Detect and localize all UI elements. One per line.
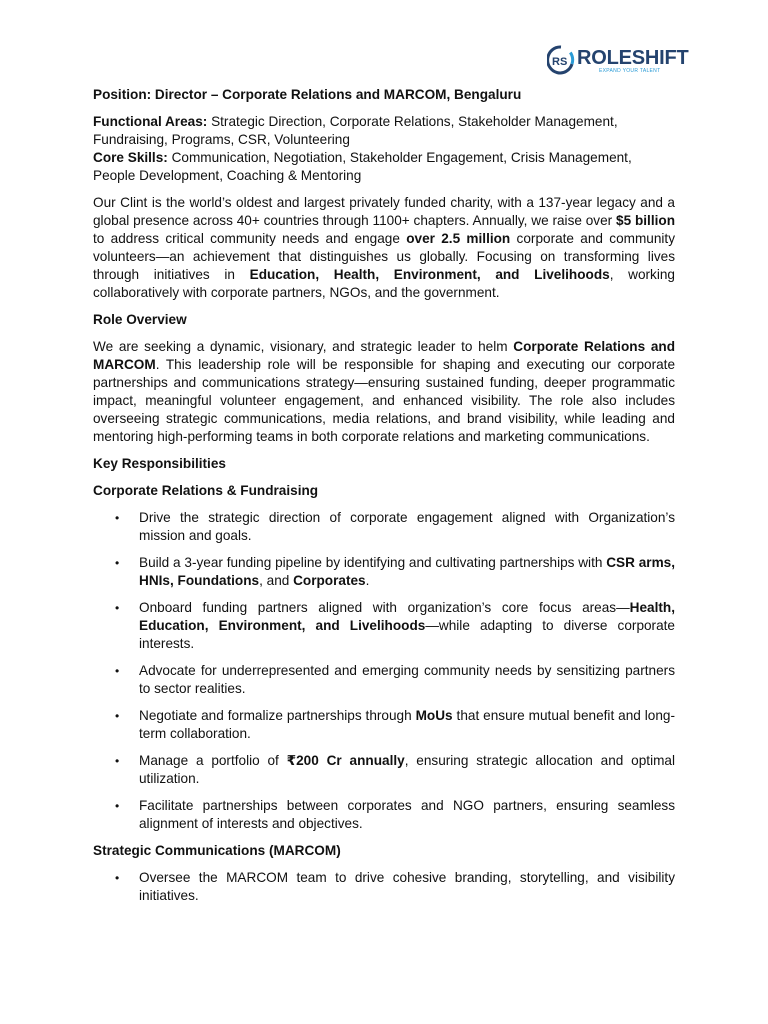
marcom-heading: Strategic Communications (MARCOM): [93, 843, 341, 858]
item-bold: MoUs: [415, 708, 453, 723]
item-text: Onboard funding partners aligned with organization’s core focus areas—: [139, 600, 630, 615]
item-bold: Corporates: [293, 573, 366, 588]
core-skills: [93, 149, 675, 185]
corporate-relations-list: [93, 509, 675, 833]
functional-areas-text: Strategic Direction, Corporate Relations, Stakeholder Management, Fundraising, Programs, CSR, Volunteering: [93, 114, 618, 147]
list-item: [93, 662, 675, 698]
role-overview-bold-1: Corporate Relations and MARCOM: [93, 339, 675, 372]
item-text: Manage a portfolio of: [139, 753, 287, 768]
item-text: Drive the strategic direction of corporate engagement aligned with Organization’s mission and goals.: [139, 510, 675, 543]
role-overview-heading: Role Overview: [93, 312, 187, 327]
roleshift-logo: [547, 43, 689, 79]
list-item: [93, 599, 675, 653]
item-bold: CSR arms, HNIs, Foundations: [139, 555, 675, 588]
intro-text-4: , working collaboratively with corporate partners, NGOs, and the government.: [93, 267, 675, 300]
item-text: Facilitate partnerships between corporates and NGO partners, ensuring seamless alignment of interests and objectives.: [139, 798, 675, 831]
item-text: , and: [259, 573, 294, 588]
item-text: Advocate for underrepresented and emerging community needs by sensitizing partners to sector realities.: [139, 663, 675, 696]
functional-areas: [93, 113, 675, 149]
key-responsibilities-heading: Key Responsibilities: [93, 456, 226, 471]
list-item: [93, 554, 675, 590]
list-item: [93, 707, 675, 743]
item-text: Negotiate and formalize partnerships through: [139, 708, 416, 723]
intro-paragraph: [93, 194, 675, 302]
list-item: [93, 869, 675, 905]
intro-text-1: Our Clint is the world’s oldest and largest privately funded charity, with a 137-year legacy and a global presence across 40+ countries through 1100+ chapters. Annually, we raise over: [93, 195, 675, 228]
roleshift-logo-mark-icon: [547, 45, 575, 75]
role-overview-text-1: We are seeking a dynamic, visionary, and strategic leader to helm: [93, 339, 514, 354]
item-bold: ₹200 Cr annually: [286, 753, 405, 768]
list-item: [93, 797, 675, 833]
item-text: Oversee the MARCOM team to drive cohesive branding, storytelling, and visibility initiatives.: [139, 870, 675, 903]
logo-monogram: RS: [552, 56, 568, 68]
logo-tagline: EXPAND YOUR TALENT: [599, 68, 661, 74]
logo-wordmark: ROLESHIFT: [577, 47, 689, 69]
role-overview-paragraph: [93, 338, 675, 446]
intro-text-2: to address critical community needs and engage: [93, 231, 407, 246]
intro-bold-2: over 2.5 million: [406, 231, 511, 246]
corporate-relations-heading: Corporate Relations & Fundraising: [93, 483, 319, 498]
item-text: , ensuring strategic allocation and optimal utilization.: [139, 753, 675, 786]
item-text: —while adapting to diverse corporate interests.: [139, 618, 675, 651]
list-item: [93, 752, 675, 788]
intro-bold-1: $5 billion: [616, 213, 675, 228]
position-title: Position: Director – Corporate Relations and MARCOM, Bengaluru: [93, 87, 522, 102]
item-text: Build a 3-year funding pipeline by identifying and cultivating partnerships with: [139, 555, 607, 570]
intro-bold-3: Education, Health, Environment, and Livelihoods: [249, 267, 610, 282]
item-text: that ensure mutual benefit and long-term collaboration.: [139, 708, 675, 741]
item-text: .: [365, 573, 370, 588]
role-overview-text-2: . This leadership role will be responsible for shaping and executing our corporate partnerships and communications strategy—ensuring sustained funding, deeper programmatic impact, meaningful volunteer engagement, and enhanced visibility. The role also includes overseeing strategic communications, media relations, and brand visibility, while leading and mentoring high-performing teams in both corporate relations and marketing communications.: [93, 357, 675, 444]
list-item: [93, 509, 675, 545]
core-skills-text: Communication, Negotiation, Stakeholder Engagement, Crisis Management, People Development, Coaching & Mentoring: [93, 150, 632, 183]
core-skills-label: Core Skills:: [93, 150, 168, 165]
marcom-list: [93, 869, 675, 905]
intro-text-3: corporate and community volunteers—an achievement that distinguishes us globally. Focusing on transforming lives through initiatives in: [93, 231, 676, 282]
item-bold: Health, Education, Environment, and Livelihoods: [139, 600, 675, 633]
document-body: [93, 86, 675, 905]
functional-areas-label: Functional Areas:: [93, 114, 208, 129]
